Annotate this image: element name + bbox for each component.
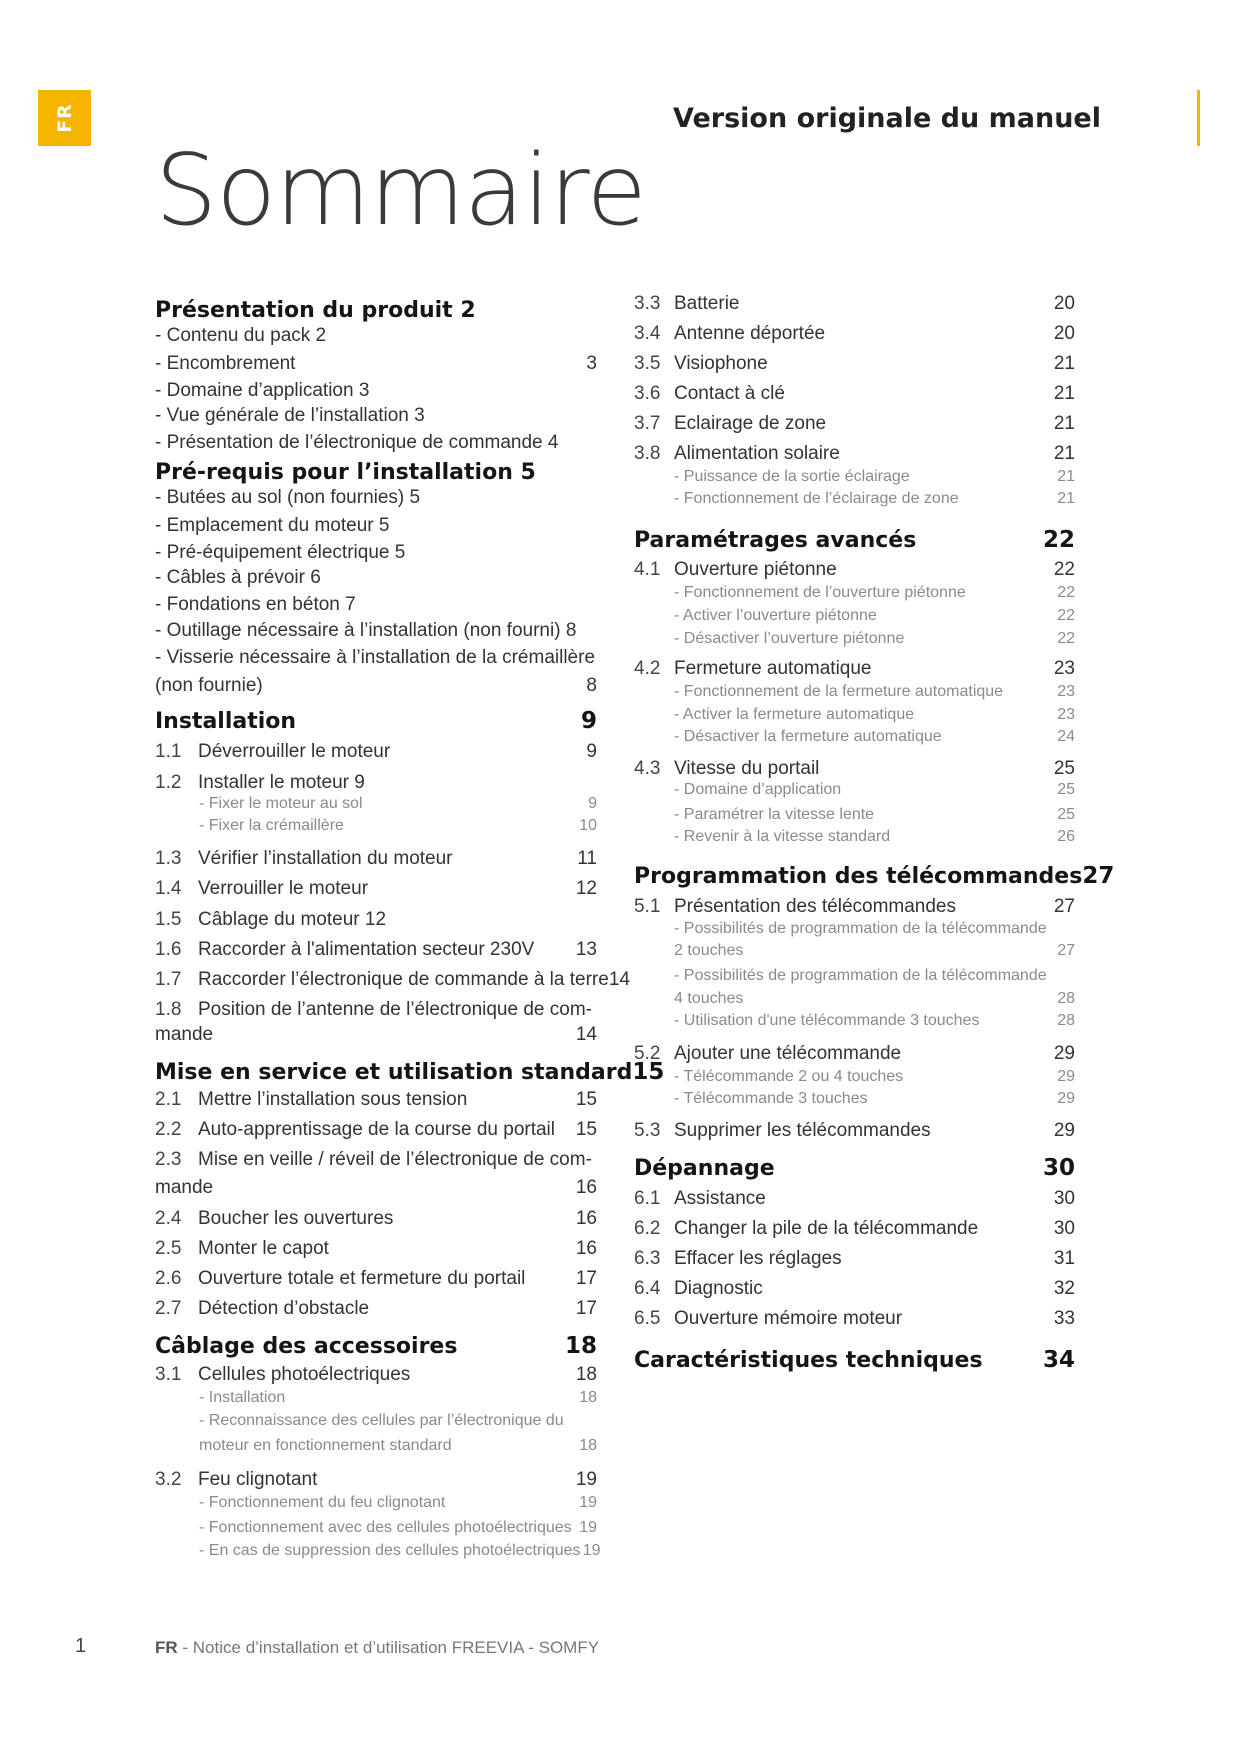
toc-label: - Visserie nécessaire à l’installation de la crémaillère bbox=[155, 647, 596, 668]
toc-entry[interactable] bbox=[155, 1119, 597, 1141]
toc-label: (non fournie) bbox=[155, 675, 263, 696]
toc-entry[interactable] bbox=[634, 896, 1075, 918]
toc-entry[interactable] bbox=[634, 1308, 1075, 1330]
toc-page-number: 30 bbox=[1053, 1218, 1075, 1239]
toc-label: Effacer les réglages bbox=[674, 1248, 842, 1269]
toc-entry[interactable] bbox=[634, 1120, 1075, 1142]
toc-number: 3.5 bbox=[634, 353, 661, 374]
toc-page-number: 19 bbox=[579, 1494, 597, 1511]
toc-subentry[interactable] bbox=[674, 990, 1075, 1008]
toc-entry[interactable] bbox=[634, 293, 1075, 315]
toc-page-number: 21 bbox=[1053, 353, 1075, 374]
toc-page-number: 12 bbox=[575, 878, 597, 899]
toc-label: Verrouiller le moteur bbox=[198, 878, 369, 899]
toc-section[interactable] bbox=[634, 1155, 1075, 1181]
toc-entry[interactable] bbox=[155, 909, 597, 931]
toc-entry[interactable] bbox=[634, 1188, 1075, 1210]
toc-label: Supprimer les télécommandes bbox=[674, 1120, 931, 1141]
toc-page-number: 22 bbox=[1053, 559, 1075, 580]
toc-page-number: 23 bbox=[1057, 706, 1075, 723]
toc-label: - Câbles à prévoir 6 bbox=[155, 567, 321, 588]
toc-entry[interactable] bbox=[155, 1298, 597, 1320]
toc-label: Raccorder à l'alimentation secteur 230V bbox=[198, 939, 535, 960]
toc-page-number: 22 bbox=[1057, 607, 1075, 624]
toc-section[interactable] bbox=[155, 298, 597, 323]
toc-number: 3.1 bbox=[155, 1364, 182, 1385]
toc-number: 1.8 bbox=[155, 999, 182, 1020]
toc-label: Mise en veille / réveil de l’électronique de com- bbox=[198, 1149, 592, 1170]
toc-page-number: 30 bbox=[1042, 1155, 1075, 1181]
toc-number: 4.3 bbox=[634, 758, 661, 779]
toc-page-number: 18 bbox=[575, 1364, 597, 1385]
toc-entry[interactable] bbox=[634, 1248, 1075, 1270]
toc-entry[interactable] bbox=[155, 515, 597, 537]
toc-label: Contact à clé bbox=[674, 383, 785, 404]
toc-label: - Reconnaissance des cellules par l’électronique du bbox=[199, 1412, 564, 1429]
toc-number: 1.5 bbox=[155, 909, 182, 930]
toc-entry[interactable] bbox=[634, 1218, 1075, 1240]
toc-label: - Butées au sol (non fournies) 5 bbox=[155, 487, 421, 508]
toc-page-number: 11 bbox=[577, 848, 597, 869]
toc-page-number: 25 bbox=[1057, 781, 1075, 798]
toc-page-number: 19 bbox=[575, 1469, 597, 1490]
toc-entry[interactable] bbox=[634, 1043, 1075, 1065]
toc-subentry[interactable] bbox=[674, 920, 1075, 938]
toc-label: - Télécommande 3 touches bbox=[674, 1090, 868, 1107]
toc-page-number: 33 bbox=[1053, 1308, 1075, 1329]
toc-page-number: 23 bbox=[1057, 683, 1075, 700]
toc-entry[interactable] bbox=[155, 647, 597, 669]
toc-number: 1.4 bbox=[155, 878, 182, 899]
toc-subentry[interactable] bbox=[674, 1090, 1075, 1108]
toc-entry[interactable] bbox=[155, 675, 597, 697]
toc-page-number: 9 bbox=[588, 795, 597, 812]
toc-section[interactable] bbox=[155, 1333, 597, 1359]
toc-page-number: 10 bbox=[579, 817, 597, 834]
toc-entry[interactable] bbox=[155, 1469, 597, 1491]
toc-page-number: 28 bbox=[1057, 990, 1075, 1007]
toc-number: 3.7 bbox=[634, 413, 661, 434]
toc-label: Caractéristiques techniques bbox=[634, 1348, 983, 1373]
toc-label: Ouverture totale et fermeture du portail bbox=[198, 1268, 526, 1289]
toc-label: - Activer l’ouverture piétonne bbox=[674, 607, 877, 624]
toc-number: 1.7 bbox=[155, 969, 182, 990]
toc-label: mande bbox=[155, 1177, 214, 1198]
toc-entry[interactable] bbox=[155, 542, 597, 564]
toc-entry[interactable] bbox=[155, 380, 597, 402]
toc-entry[interactable] bbox=[634, 758, 1075, 780]
toc-subentry[interactable] bbox=[674, 1012, 1075, 1030]
toc-page-number: 32 bbox=[1053, 1278, 1075, 1299]
toc-entry[interactable] bbox=[155, 848, 597, 870]
toc-label: Raccorder l’électronique de commande à la terre bbox=[198, 969, 609, 990]
toc-page-number: 22 bbox=[1057, 630, 1075, 647]
toc-page-number: 8 bbox=[586, 675, 597, 696]
toc-label: Déverrouiller le moteur bbox=[198, 741, 391, 762]
toc-entry[interactable] bbox=[155, 1208, 597, 1230]
toc-page-number: 26 bbox=[1057, 828, 1075, 845]
toc-label: - Fonctionnement de l’ouverture piétonne bbox=[674, 584, 966, 601]
toc-entry[interactable] bbox=[155, 594, 597, 616]
toc-label: Eclairage de zone bbox=[674, 413, 827, 434]
toc-subentry[interactable] bbox=[674, 828, 1075, 846]
toc-label: - Emplacement du moteur 5 bbox=[155, 515, 390, 536]
toc-entry[interactable] bbox=[155, 432, 597, 454]
toc-number: 1.2 bbox=[155, 772, 182, 793]
toc-page-number: 34 bbox=[1042, 1347, 1075, 1373]
toc-label: - Fonctionnement avec des cellules photoélectriques bbox=[199, 1519, 572, 1536]
toc-entry[interactable] bbox=[155, 487, 597, 509]
toc-label: - Fixer la crémaillère bbox=[199, 817, 344, 834]
toc-subentry[interactable] bbox=[199, 1494, 597, 1512]
document-title: Version originale du manuel bbox=[673, 103, 1101, 134]
toc-entry[interactable] bbox=[155, 1177, 597, 1199]
toc-subentry[interactable] bbox=[674, 806, 1075, 824]
toc-page-number: 20 bbox=[1053, 293, 1075, 314]
toc-label: - Contenu du pack 2 bbox=[155, 325, 327, 346]
toc-number: 2.1 bbox=[155, 1089, 182, 1110]
toc-label: - Fonctionnement de la fermeture automatique bbox=[674, 683, 1004, 700]
toc-label: - Présentation de l’électronique de commande 4 bbox=[155, 432, 559, 453]
toc-label: Monter le capot bbox=[198, 1238, 329, 1259]
toc-subentry[interactable] bbox=[674, 490, 1075, 508]
toc-label: Mise en service et utilisation standard bbox=[155, 1060, 633, 1085]
toc-label: Présentation des télécommandes bbox=[674, 896, 956, 917]
toc-label: Position de l’antenne de l’électronique de com- bbox=[198, 999, 592, 1020]
toc-label: - Désactiver la fermeture automatique bbox=[674, 728, 942, 745]
toc-label: Antenne déportée bbox=[674, 323, 826, 344]
toc-label: Paramétrages avancés bbox=[634, 528, 917, 553]
toc-subentry[interactable] bbox=[199, 1437, 597, 1455]
toc-label: - En cas de suppression des cellules photoélectriques bbox=[199, 1542, 581, 1559]
toc-label: Fermeture automatique bbox=[674, 658, 872, 679]
toc-page-number: 27 bbox=[1082, 863, 1115, 889]
toc-subentry[interactable] bbox=[199, 817, 597, 835]
toc-number: 6.4 bbox=[634, 1278, 661, 1299]
toc-label: - Activer la fermeture automatique bbox=[674, 706, 915, 723]
toc-page-number: 18 bbox=[579, 1437, 597, 1454]
toc-subentry[interactable] bbox=[674, 468, 1075, 486]
toc-label: - Domaine d’application bbox=[674, 781, 842, 798]
toc-number: 3.3 bbox=[634, 293, 661, 314]
toc-label: Présentation du produit 2 bbox=[155, 298, 476, 323]
toc-number: 2.3 bbox=[155, 1149, 182, 1170]
toc-number: 1.1 bbox=[155, 741, 182, 762]
language-code: FR bbox=[53, 103, 76, 133]
toc-section[interactable] bbox=[155, 708, 597, 734]
toc-label: Alimentation solaire bbox=[674, 443, 840, 464]
toc-label: 2 touches bbox=[674, 942, 744, 959]
toc-entry[interactable] bbox=[155, 1364, 597, 1386]
toc-page-number: 23 bbox=[1053, 658, 1075, 679]
footer-title: - Notice d’installation et d’utilisation FREEVIA - SOMFY bbox=[177, 1638, 600, 1657]
toc-page-number: 17 bbox=[575, 1268, 597, 1289]
toc-entry[interactable] bbox=[634, 383, 1075, 405]
toc-subentry[interactable] bbox=[674, 706, 1075, 724]
toc-number: 3.8 bbox=[634, 443, 661, 464]
toc-label: - Paramétrer la vitesse lente bbox=[674, 806, 875, 823]
toc-page-number: 16 bbox=[575, 1238, 597, 1259]
toc-page-number: 29 bbox=[1053, 1120, 1075, 1141]
toc-number: 1.6 bbox=[155, 939, 182, 960]
toc-entry[interactable] bbox=[634, 323, 1075, 345]
toc-page-number: 25 bbox=[1057, 806, 1075, 823]
toc-number: 3.2 bbox=[155, 1469, 182, 1490]
toc-label: - Fonctionnement de l’éclairage de zone bbox=[674, 490, 959, 507]
page-title: Sommaire bbox=[155, 134, 646, 248]
toc-entry[interactable] bbox=[155, 353, 597, 375]
toc-page-number: 30 bbox=[1053, 1188, 1075, 1209]
toc-label: - Possibilités de programmation de la télécommande bbox=[674, 920, 1047, 937]
toc-entry[interactable] bbox=[155, 939, 597, 961]
toc-page-number: 20 bbox=[1053, 323, 1075, 344]
toc-subentry[interactable] bbox=[199, 795, 597, 813]
toc-label: - Télécommande 2 ou 4 touches bbox=[674, 1068, 904, 1085]
toc-label: - Revenir à la vitesse standard bbox=[674, 828, 891, 845]
toc-subentry[interactable] bbox=[199, 1542, 601, 1560]
toc-label: - Fonctionnement du feu clignotant bbox=[199, 1494, 446, 1511]
toc-page-number: 16 bbox=[575, 1208, 597, 1229]
toc-label: - Fondations en béton 7 bbox=[155, 594, 356, 615]
toc-section[interactable] bbox=[634, 1347, 1075, 1373]
toc-number: 2.2 bbox=[155, 1119, 182, 1140]
toc-page-number: 15 bbox=[575, 1119, 597, 1140]
toc-subentry[interactable] bbox=[674, 942, 1075, 960]
toc-entry[interactable] bbox=[634, 443, 1075, 465]
toc-label: Batterie bbox=[674, 293, 740, 314]
toc-page-number: 9 bbox=[580, 708, 597, 734]
toc-number: 2.6 bbox=[155, 1268, 182, 1289]
toc-label: Détection d’obstacle bbox=[198, 1298, 370, 1319]
toc-page-number: 14 bbox=[575, 1024, 597, 1045]
toc-number: 2.5 bbox=[155, 1238, 182, 1259]
toc-label: - Installation bbox=[199, 1389, 286, 1406]
toc-page-number: 27 bbox=[1053, 896, 1075, 917]
toc-subentry[interactable] bbox=[199, 1519, 597, 1537]
toc-number: 4.2 bbox=[634, 658, 661, 679]
toc-label: - Puissance de la sortie éclairage bbox=[674, 468, 910, 485]
toc-label: Boucher les ouvertures bbox=[198, 1208, 394, 1229]
toc-entry[interactable] bbox=[155, 325, 597, 347]
toc-number: 4.1 bbox=[634, 559, 661, 580]
toc-page-number: 15 bbox=[632, 1059, 665, 1085]
toc-page-number: 16 bbox=[575, 1177, 597, 1198]
toc-entry[interactable] bbox=[634, 1278, 1075, 1300]
toc-page-number: 21 bbox=[1057, 468, 1075, 485]
toc-entry[interactable] bbox=[155, 878, 597, 900]
toc-label: Diagnostic bbox=[674, 1278, 763, 1299]
toc-page-number: 9 bbox=[586, 741, 597, 762]
toc-label: - Vue générale de l’installation 3 bbox=[155, 405, 425, 426]
toc-page-number: 3 bbox=[586, 353, 597, 374]
toc-entry[interactable] bbox=[634, 353, 1075, 375]
toc-label: Câblage du moteur 12 bbox=[198, 909, 387, 930]
toc-entry[interactable] bbox=[155, 772, 597, 794]
toc-page-number: 24 bbox=[1057, 728, 1075, 745]
toc-label: - Utilisation d'une télécommande 3 touches bbox=[674, 1012, 980, 1029]
toc-page-number: 22 bbox=[1057, 584, 1075, 601]
toc-page-number: 21 bbox=[1053, 413, 1075, 434]
toc-page-number: 29 bbox=[1053, 1043, 1075, 1064]
toc-label: Installation bbox=[155, 709, 297, 734]
toc-label: Ouverture piétonne bbox=[674, 559, 837, 580]
toc-subentry[interactable] bbox=[674, 728, 1075, 746]
toc-number: 3.4 bbox=[634, 323, 661, 344]
toc-label: Changer la pile de la télécommande bbox=[674, 1218, 979, 1239]
toc-label: mande bbox=[155, 1024, 214, 1045]
toc-label: 4 touches bbox=[674, 990, 744, 1007]
toc-number: 2.7 bbox=[155, 1298, 182, 1319]
toc-entry[interactable] bbox=[155, 1149, 597, 1171]
toc-entry[interactable] bbox=[155, 741, 597, 763]
toc-label: - Encombrement bbox=[155, 353, 296, 374]
toc-label: Installer le moteur 9 bbox=[198, 772, 365, 793]
toc-entry[interactable] bbox=[155, 567, 597, 589]
toc-entry[interactable] bbox=[155, 969, 630, 991]
toc-label: Assistance bbox=[674, 1188, 766, 1209]
toc-label: - Possibilités de programmation de la télécommande bbox=[674, 967, 1047, 984]
toc-entry[interactable] bbox=[155, 1089, 597, 1111]
toc-label: Ouverture mémoire moteur bbox=[674, 1308, 903, 1329]
toc-page-number: 17 bbox=[575, 1298, 597, 1319]
footer-text bbox=[155, 1638, 599, 1658]
toc-page-number: 29 bbox=[1057, 1068, 1075, 1085]
toc-number: 6.5 bbox=[634, 1308, 661, 1329]
toc-number: 1.3 bbox=[155, 848, 182, 869]
toc-entry[interactable] bbox=[155, 999, 597, 1021]
toc-label: Pré-requis pour l’installation 5 bbox=[155, 460, 536, 485]
toc-label: - Pré-équipement électrique 5 bbox=[155, 542, 406, 563]
toc-label: Dépannage bbox=[634, 1156, 775, 1181]
accent-bar bbox=[1197, 90, 1200, 146]
toc-subentry[interactable] bbox=[674, 1068, 1075, 1086]
toc-page-number: 29 bbox=[1057, 1090, 1075, 1107]
toc-subentry[interactable] bbox=[674, 683, 1075, 701]
toc-number: 2.4 bbox=[155, 1208, 182, 1229]
toc-label: Programmation des télécommandes bbox=[634, 864, 1083, 889]
toc-number: 6.3 bbox=[634, 1248, 661, 1269]
toc-page-number: 19 bbox=[582, 1542, 601, 1559]
toc-section[interactable] bbox=[634, 863, 1115, 889]
toc-page-number: 28 bbox=[1057, 1012, 1075, 1029]
page-number: 1 bbox=[75, 1635, 87, 1657]
toc-label: Cellules photoélectriques bbox=[198, 1364, 411, 1385]
toc-entry[interactable] bbox=[155, 1024, 597, 1046]
toc-number: 6.1 bbox=[634, 1188, 661, 1209]
toc-subentry[interactable] bbox=[199, 1389, 597, 1407]
toc-entry[interactable] bbox=[155, 620, 597, 642]
toc-label: - Désactiver l’ouverture piétonne bbox=[674, 630, 905, 647]
toc-label: Feu clignotant bbox=[198, 1469, 318, 1490]
toc-label: Vérifier l’installation du moteur bbox=[198, 848, 453, 869]
toc-section[interactable] bbox=[634, 527, 1075, 553]
toc-subentry[interactable] bbox=[674, 607, 1075, 625]
toc-section[interactable] bbox=[155, 1059, 665, 1085]
toc-label: Ajouter une télécommande bbox=[674, 1043, 902, 1064]
toc-subentry[interactable] bbox=[674, 967, 1075, 985]
toc-page-number: 25 bbox=[1053, 758, 1075, 779]
toc-page-number: 14 bbox=[608, 969, 630, 990]
toc-page-number: 31 bbox=[1053, 1248, 1075, 1269]
toc-page-number: 19 bbox=[579, 1519, 597, 1536]
toc-subentry[interactable] bbox=[674, 781, 1075, 799]
toc-page-number: 21 bbox=[1057, 490, 1075, 507]
toc-page-number: 22 bbox=[1042, 527, 1075, 553]
language-tab bbox=[38, 90, 91, 146]
toc-label: Câblage des accessoires bbox=[155, 1334, 458, 1359]
toc-page-number: 21 bbox=[1053, 383, 1075, 404]
toc-page-number: 13 bbox=[575, 939, 597, 960]
toc-label: Mettre l’installation sous tension bbox=[198, 1089, 468, 1110]
toc-label: - Outillage nécessaire à l’installation (non fourni) 8 bbox=[155, 620, 577, 641]
toc-page-number: 18 bbox=[579, 1389, 597, 1406]
toc-label: - Fixer le moteur au sol bbox=[199, 795, 363, 812]
toc-number: 5.1 bbox=[634, 896, 661, 917]
toc-subentry[interactable] bbox=[674, 584, 1075, 602]
toc-label: Visiophone bbox=[674, 353, 768, 374]
toc-page-number: 27 bbox=[1057, 942, 1075, 959]
toc-number: 5.3 bbox=[634, 1120, 661, 1141]
toc-page-number: 18 bbox=[564, 1333, 597, 1359]
toc-label: Auto-apprentissage de la course du portail bbox=[198, 1119, 556, 1140]
toc-entry[interactable] bbox=[634, 413, 1075, 435]
toc-label: Vitesse du portail bbox=[674, 758, 820, 779]
toc-entry[interactable] bbox=[634, 559, 1075, 581]
toc-number: 5.2 bbox=[634, 1043, 661, 1064]
toc-entry[interactable] bbox=[155, 1238, 597, 1260]
toc-label: - Domaine d’application 3 bbox=[155, 380, 370, 401]
toc-label: moteur en fonctionnement standard bbox=[199, 1437, 452, 1454]
toc-entry[interactable] bbox=[155, 405, 597, 427]
toc-page-number: 21 bbox=[1053, 443, 1075, 464]
toc-number: 6.2 bbox=[634, 1218, 661, 1239]
toc-number: 3.6 bbox=[634, 383, 661, 404]
toc-page-number: 15 bbox=[575, 1089, 597, 1110]
toc-subentry[interactable] bbox=[674, 630, 1075, 648]
toc-entry[interactable] bbox=[155, 1268, 597, 1290]
footer-lang: FR bbox=[155, 1638, 178, 1657]
toc-subentry[interactable] bbox=[199, 1412, 597, 1430]
toc-entry[interactable] bbox=[634, 658, 1075, 680]
toc-section[interactable] bbox=[155, 460, 597, 485]
